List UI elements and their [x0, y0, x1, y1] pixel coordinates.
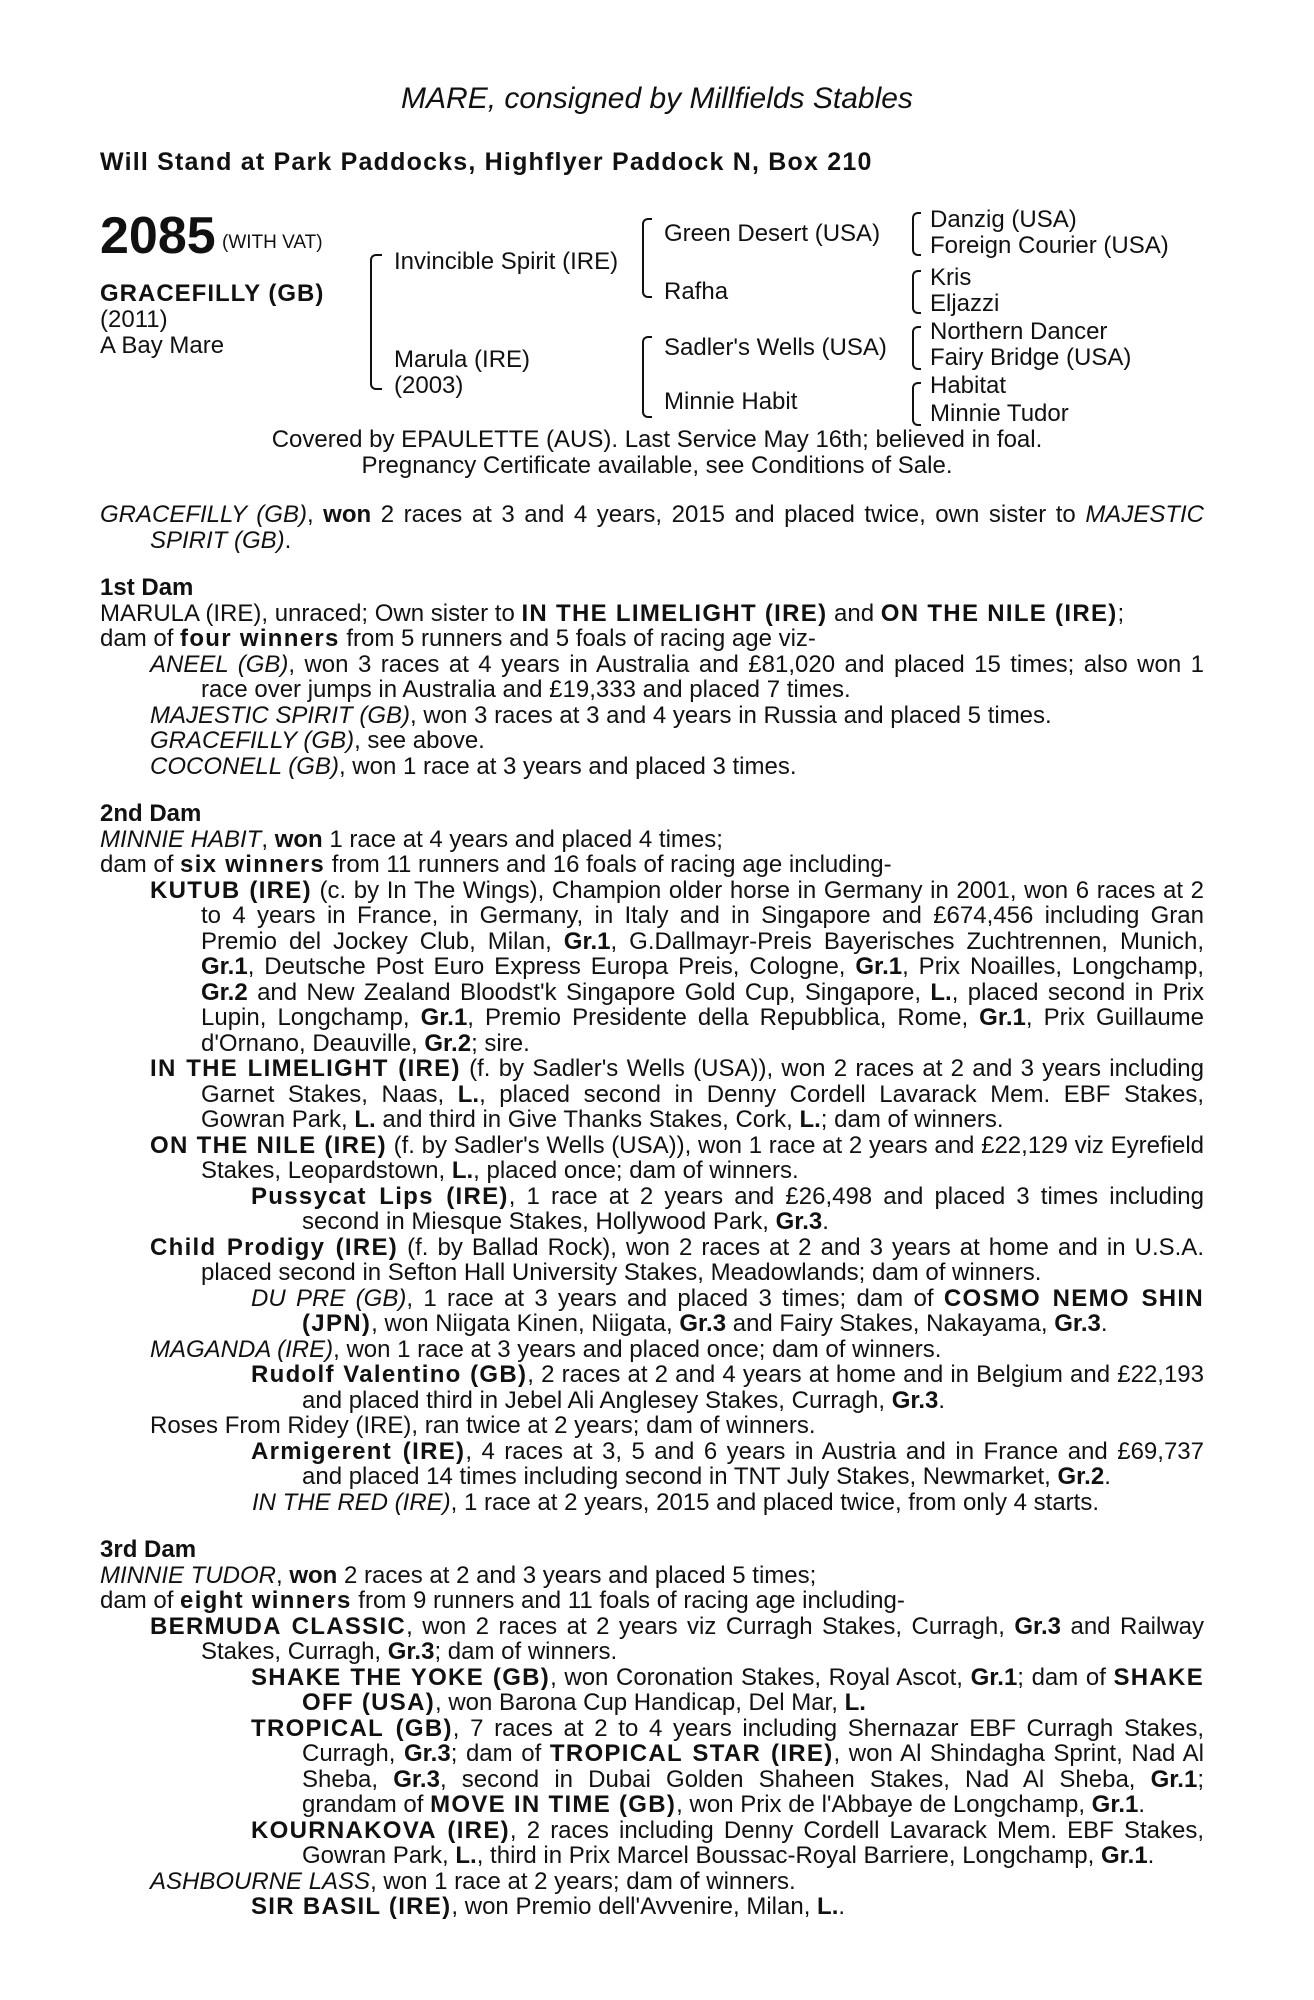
- produce-maganda: MAGANDA (IRE), won 1 race at 3 years and placed once; dam of winners.: [150, 1335, 942, 1363]
- produce-in-the-limelight: IN THE LIMELIGHT (IRE) (f. by Sadler's Wells (USA)), won 2 races at 2 and 3 years including Garnet Stakes, Naas, L., placed second in Denny Cordell Lavarack Mem. EBF Stakes, Gowran Park, L. and third in Give Thanks Stakes, Cork, L.; dam of winners.: [150, 1055, 1205, 1133]
- pedigree-brace-sd: [912, 270, 921, 314]
- produce-shake-the-yoke: SHAKE THE YOKE (GB), won Coronation Stakes, Royal Ascot, Gr.1; dam of SHAKE OFF (USA), won Barona Cup Handicap, Del Mar, L.: [251, 1663, 1204, 1716]
- first-dam-produce-summary: dam of four winners from 5 runners and 5 foals of racing age viz-: [100, 625, 816, 652]
- produce-kournakova: KOURNAKOVA (IRE), 2 races including Denny Cordell Lavarack Mem. EBF Stakes, Gowran Park, L., third in Prix Marcel Boussac-Royal Barriere, Longchamp, Gr.1.: [251, 1816, 1204, 1869]
- pedigree-dam-year: (2003): [394, 372, 464, 399]
- second-dam-line: MINNIE HABIT, won 1 race at 4 years and placed 4 times;: [100, 825, 723, 853]
- produce-armigerent: Armigerent (IRE), 4 races at 3, 5 and 6 years in Austria and in France and £69,737 and placed 14 times including second in TNT July Stakes, Newmarket, Gr.2.: [251, 1437, 1204, 1490]
- pedigree-sds: Kris: [930, 264, 972, 291]
- produce-roses-from-ridey: Roses From Ridey (IRE), ran twice at 2 years; dam of winners.: [150, 1412, 816, 1439]
- produce-tropical: TROPICAL (GB), 7 races at 2 to 4 years including Shernazar EBF Curragh Stakes, Curragh, Gr.3; dam of TROPICAL STAR (IRE), won Al Shindagha Sprint, Nad Al Sheba, Gr.3, second in Dubai Golden Shaheen Stakes, Nad Al Sheba, Gr.1; grandam of MOVE IN TIME (GB), won Prix de l'Abbaye de Longchamp, Gr.1.: [251, 1714, 1205, 1818]
- pedigree-brace-ss: [912, 212, 921, 256]
- pedigree-dam-sire: Sadler's Wells (USA): [664, 334, 887, 361]
- pedigree-sire: Invincible Spirit (IRE): [394, 248, 619, 275]
- vat-label: (WITH VAT): [222, 232, 323, 253]
- produce-majestic-spirit: MAJESTIC SPIRIT (GB), won 3 races at 3 and 4 years in Russia and placed 5 times.: [150, 701, 1052, 729]
- produce-on-the-nile: ON THE NILE (IRE) (f. by Sadler's Wells (USA)), won 1 race at 2 years and £22,129 viz Eyrefield Stakes, Leopardstown, L., placed once; dam of winners.: [150, 1131, 1204, 1184]
- catalogue-body: [100, 502, 1204, 1920]
- pedigree-dsd: Fairy Bridge (USA): [930, 344, 1132, 371]
- produce-coconell: COCONELL (GB), won 1 race at 3 years and placed 3 times.: [150, 752, 797, 780]
- pedigree-dds: Habitat: [930, 372, 1007, 399]
- third-dam-produce-summary: dam of eight winners from 9 runners and 11 foals of racing age including-: [100, 1587, 905, 1614]
- pedigree-dam: Marula (IRE): [394, 346, 531, 373]
- pedigree-brace-dam: [642, 336, 652, 418]
- intro-paragraph: GRACEFILLY (GB), won 2 races at 3 and 4 years, 2015 and placed twice, own sister to MAJESTIC SPIRIT (GB).: [100, 501, 1204, 554]
- pedigree-brace-dd: [912, 382, 921, 426]
- horse-year: (2011): [100, 306, 168, 333]
- pregnancy-line: Pregnancy Certificate available, see Conditions of Sale.: [361, 452, 953, 479]
- page-title: MARE, consigned by Millfields Stables: [401, 82, 913, 115]
- produce-in-the-red: IN THE RED (IRE), 1 race at 2 years, 2015 and placed twice, from only 4 starts.: [252, 1488, 1099, 1516]
- produce-du-pre: DU PRE (GB), 1 race at 3 years and placed 3 times; dam of COSMO NEMO SHIN (JPN), won Niigata Kinen, Niigata, Gr.3 and Fairy Stakes, Nakayama, Gr.3.: [251, 1284, 1205, 1337]
- pedigree-dss: Northern Dancer: [930, 318, 1108, 345]
- lot-number: 2085: [100, 207, 216, 265]
- horse-description: A Bay Mare: [100, 332, 225, 359]
- intro-horse-name: GRACEFILLY (GB): [100, 501, 307, 528]
- pedigree-brace-sire: [642, 218, 652, 298]
- pedigree-sdd: Eljazzi: [930, 290, 1000, 317]
- intro-won: won: [323, 501, 372, 528]
- third-dam-line: MINNIE TUDOR, won 2 races at 2 and 3 years and placed 5 times;: [100, 1561, 817, 1589]
- produce-child-prodigy: Child Prodigy (IRE) (f. by Ballad Rock), won 2 races at 2 and 3 years at home and in U.S.A. placed second in Sefton Hall University Stakes, Meadowlands; dam of winners.: [150, 1233, 1204, 1286]
- produce-bermuda-classic: BERMUDA CLASSIC, won 2 races at 2 years viz Curragh Stakes, Curragh, Gr.3 and Railway Stakes, Curragh, Gr.3; dam of winners.: [150, 1612, 1205, 1665]
- pedigree-brace-ds: [912, 326, 921, 370]
- first-dam-line: MARULA (IRE), unraced; Own sister to IN THE LIMELIGHT (IRE) and ON THE NILE (IRE);: [100, 599, 1125, 627]
- second-dam-produce-summary: dam of six winners from 11 runners and 16 foals of racing age including-: [100, 851, 892, 878]
- pedigree-ssd: Foreign Courier (USA): [930, 232, 1169, 259]
- pedigree-sire-sire: Green Desert (USA): [664, 220, 881, 247]
- produce-pussycat-lips: Pussycat Lips (IRE), 1 race at 2 years and £26,498 and placed 3 times including second in Miesque Stakes, Hollywood Park, Gr.3.: [251, 1182, 1204, 1235]
- pedigree-ddd: Minnie Tudor: [930, 400, 1069, 427]
- stand-location: Will Stand at Park Paddocks, Highflyer Paddock N, Box 210: [100, 148, 873, 176]
- first-dam-heading: 1st Dam: [100, 574, 194, 601]
- produce-gracefilly: GRACEFILLY (GB), see above.: [150, 727, 485, 754]
- produce-rudolf-valentino: Rudolf Valentino (GB), 2 races at 2 and 4 years at home and in Belgium and £22,193 and placed third in Jebel Ali Anglesey Stakes, Curragh, Gr.3.: [251, 1361, 1204, 1414]
- pedigree-sss: Danzig (USA): [930, 206, 1077, 233]
- produce-kutub: KUTUB (IRE) (c. by In The Wings), Champion older horse in Germany in 2001, won 6 races at 2 to 4 years in France, in Germany, in Italy and in Singapore and £674,456 including Gran Premio del Jockey Club, Milan, Gr.1, G.Dallmayr-Preis Bayerisches Zuchtrennen, Munich, Gr.1, Deutsche Post Euro Express Europa Preis, Cologne, Gr.1, Prix Noailles, Longchamp, Gr.2 and New Zealand Bloodst'k Singapore Gold Cup, Singapore, L., placed second in Prix Lupin, Longchamp, Gr.1, Premio Presidente della Repubblica, Rome, Gr.1, Prix Guillaume d'Ornano, Deauville, Gr.2; sire.: [150, 876, 1205, 1057]
- second-dam-heading: 2nd Dam: [100, 800, 202, 827]
- pedigree-dam-dam: Minnie Habit: [664, 388, 798, 415]
- produce-aneel: ANEEL (GB), won 3 races at 4 years in Australia and £81,020 and placed 15 times; also won 1 race over jumps in Australia and £19,333 and placed 7 times.: [150, 650, 1204, 703]
- third-dam-heading: 3rd Dam: [100, 1536, 197, 1563]
- covered-line: Covered by EPAULETTE (AUS). Last Service May 16th; believed in foal.: [271, 426, 1043, 453]
- horse-name: GRACEFILLY (GB): [100, 280, 325, 307]
- produce-ashbourne-lass: ASHBOURNE LASS, won 1 race at 2 years; dam of winners.: [150, 1867, 796, 1895]
- pedigree-sire-dam: Rafha: [664, 278, 729, 305]
- intro-sister-name: MAJESTIC SPIRIT (GB): [150, 501, 1204, 554]
- pedigree-brace-gen1: [370, 254, 382, 390]
- produce-sir-basil: SIR BASIL (IRE), won Premio dell'Avvenire, Milan, L..: [251, 1893, 846, 1920]
